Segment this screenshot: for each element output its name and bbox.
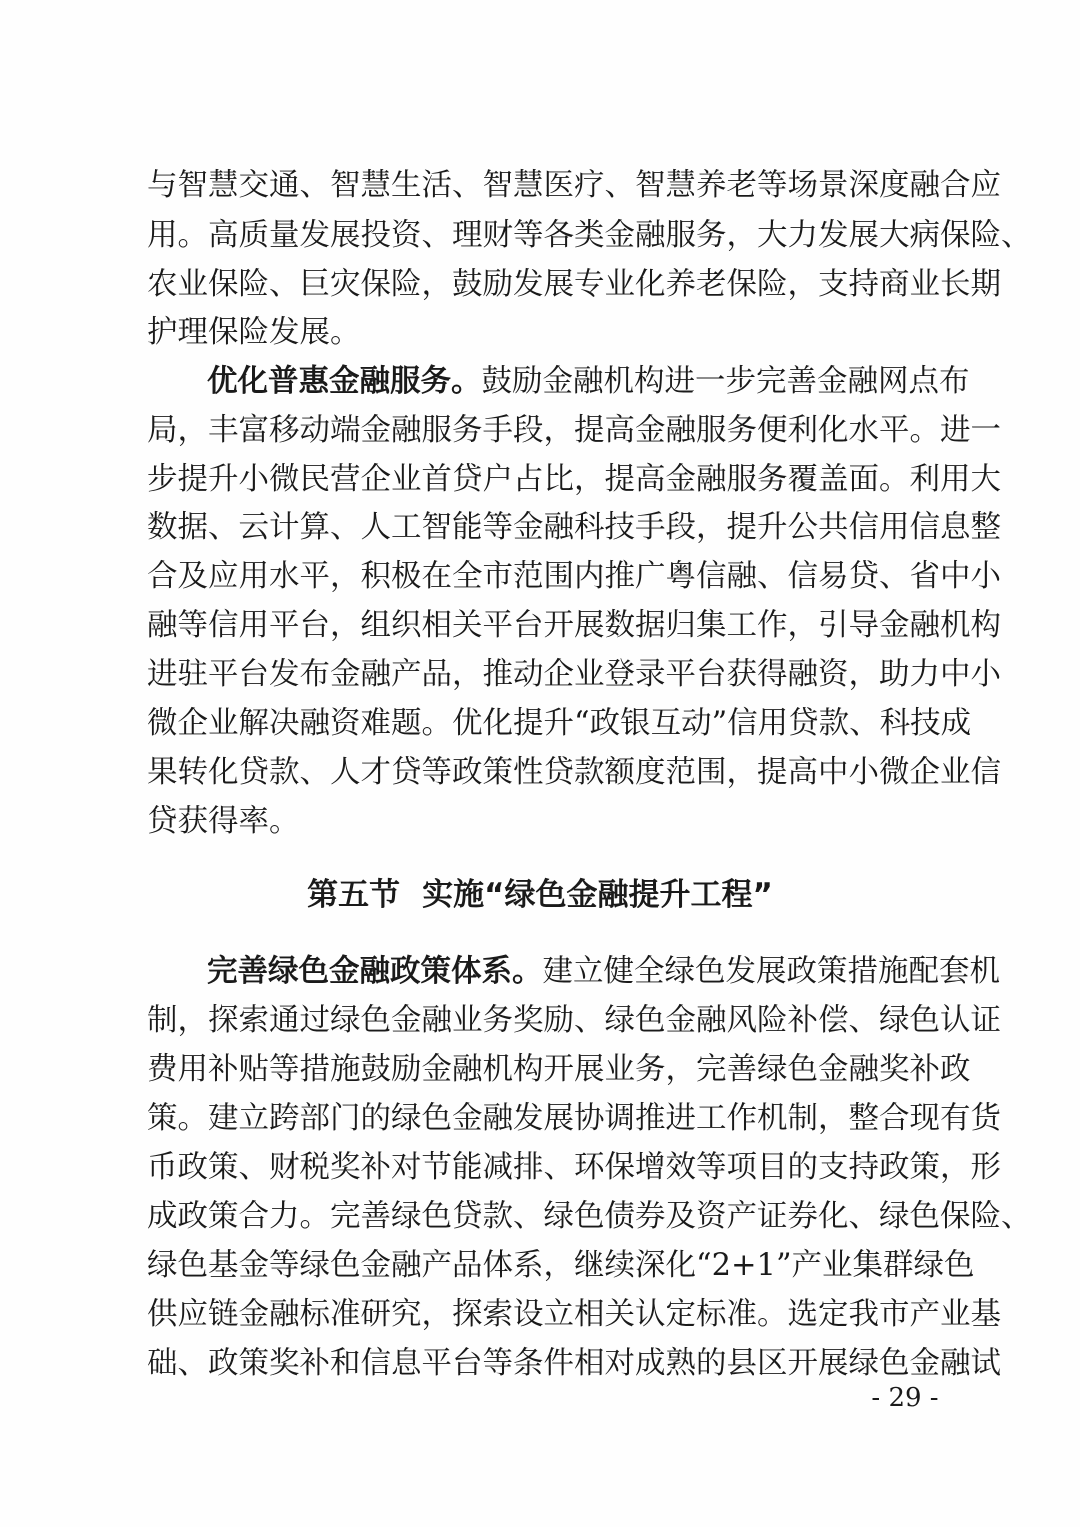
paragraph-3-line-3: 费用补贴等措施鼓励金融机构开展业务，完善绿色金融奖补政 <box>147 1052 971 1087</box>
paragraph-2-line-8: 微企业解决融资难题。优化提升“政银互动”信用贷款、科技成 <box>147 706 972 741</box>
paragraph-1-line-4: 护理保险发展。 <box>147 315 361 350</box>
page-number: - 29 - <box>871 1383 939 1413</box>
paragraph-3-line-8: 供应链金融标准研究，探索设立相关认定标准。选定我市产业基 <box>147 1297 1001 1332</box>
section-heading <box>0 873 1080 917</box>
paragraph-2-lead-heading: 优化普惠金融服务。 <box>207 364 482 399</box>
paragraph-3-line-5: 币政策、财税奖补对节能减排、环保增效等项目的支持政策，形 <box>147 1150 1001 1185</box>
paragraph-2-line-3: 步提升小微民营企业首贷户占比，提高金融服务覆盖面。利用大 <box>147 462 1001 497</box>
paragraph-3-lead-heading: 完善绿色金融政策体系。 <box>207 954 543 989</box>
paragraph-3-line-4: 策。建立跨部门的绿色金融发展协调推进工作机制，整合现有货 <box>147 1101 1001 1136</box>
paragraph-3-line-6: 成政策合力。完善绿色贷款、绿色债券及资产证券化、绿色保险、 <box>147 1199 1032 1234</box>
paragraph-2-line-7: 进驻平台发布金融产品，推动企业登录平台获得融资，助力中小 <box>147 657 1001 692</box>
paragraph-3-line-9: 础、政策奖补和信息平台等条件相对成熟的县区开展绿色金融试 <box>147 1346 1001 1381</box>
paragraph-2-line-9: 果转化贷款、人才贷等政策性贷款额度范围，提高中小微企业信 <box>147 755 1001 790</box>
paragraph-2-line-4: 数据、云计算、人工智能等金融科技手段，提升公共信用信息整 <box>147 510 1001 545</box>
paragraph-2-line-10: 贷获得率。 <box>147 804 300 839</box>
paragraph-2-line-2: 局，丰富移动端金融服务手段，提高金融服务便利化水平。进一 <box>147 413 1001 448</box>
paragraph-3-line-2: 制，探索通过绿色金融业务奖励、绿色金融风险补偿、绿色认证 <box>147 1003 1001 1038</box>
paragraph-1-line-2: 用。高质量发展投资、理财等各类金融服务，大力发展大病保险、 <box>147 218 1032 253</box>
paragraph-1-line-1: 与智慧交通、智慧生活、智慧医疗、智慧养老等场景深度融合应 <box>147 168 1001 203</box>
paragraph-2-line-6: 融等信用平台，组织相关平台开展数据归集工作，引导金融机构 <box>147 608 1001 643</box>
paragraph-2-line-5: 合及应用水平，积极在全市范围内推广粤信融、信易贷、省中小 <box>147 559 1001 594</box>
paragraph-2-lead-text: 鼓励金融机构进一步完善金融网点布 <box>481 364 970 399</box>
section-number: 第五节 <box>307 877 401 913</box>
paragraph-3-lead-text: 建立健全绿色发展政策措施配套机 <box>542 954 1000 989</box>
paragraph-2-line-1 <box>207 362 970 402</box>
paragraph-3-line-1 <box>207 952 1000 992</box>
paragraph-1-line-3: 农业保险、巨灾保险，鼓励发展专业化养老保险，支持商业长期 <box>147 267 1001 302</box>
paragraph-3-line-7: 绿色基金等绿色金融产品体系，继续深化“2+1”产业集群绿色 <box>147 1248 975 1283</box>
section-title: 实施“绿色金融提升工程” <box>422 877 773 913</box>
